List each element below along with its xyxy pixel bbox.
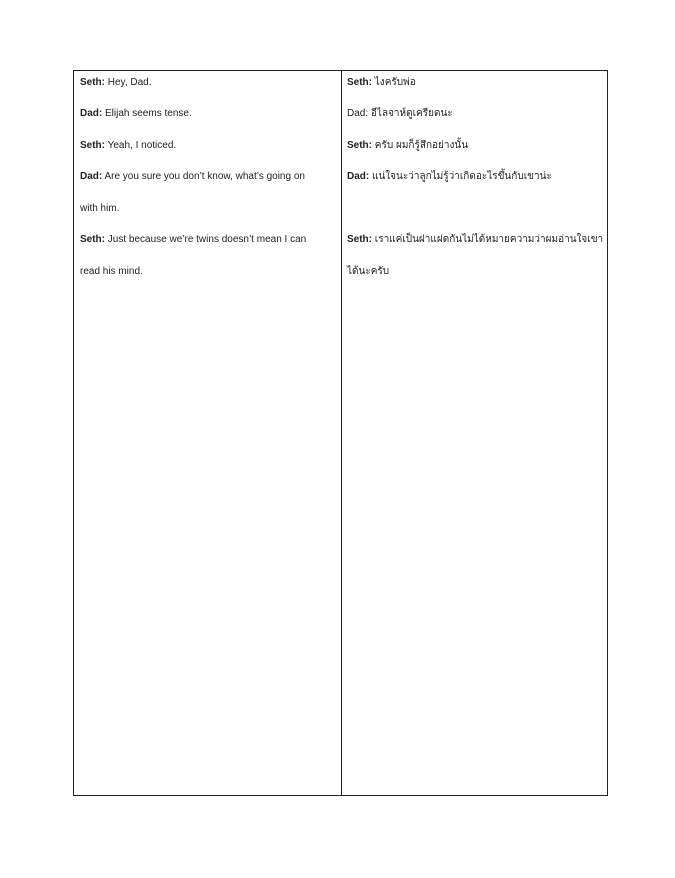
speaker-label: Dad: (80, 171, 103, 182)
english-line-seth-1 (80, 77, 152, 89)
dialogue-text: ไงครับพ่อ (372, 77, 416, 88)
dialogue-text: ได้นะครับ (347, 266, 390, 277)
dialogue-text: Just because we’re twins doesn’t mean I can (105, 234, 307, 245)
dialogue-text: Are you sure you don’t know, what’s going on (102, 171, 305, 182)
english-line-dad-2 (80, 171, 305, 183)
english-line-dad-1 (80, 108, 192, 120)
thai-line-seth-3-cont (347, 266, 389, 278)
dialogue-table (73, 70, 608, 796)
dialogue-text: Yeah, I noticed. (105, 140, 177, 151)
thai-line-dad-2 (347, 171, 552, 183)
dialogue-text: แน่ใจนะว่าลูกไม่รู้ว่าเกิดอะไรขึ้นกับเขาน่ะ (369, 171, 552, 182)
dialogue-text: with him. (80, 203, 120, 214)
dialogue-text: อีไลจาห์ดูเครียดนะ (368, 108, 453, 119)
dialogue-text: Hey, Dad. (105, 77, 152, 88)
speaker-label: Seth: (80, 140, 105, 151)
speaker-label: Seth: (347, 234, 372, 245)
speaker-label: Seth: (80, 77, 105, 88)
thai-line-seth-1 (347, 77, 416, 89)
speaker-label: Seth: (347, 77, 372, 88)
english-line-seth-3-cont (80, 266, 143, 278)
english-line-seth-3 (80, 234, 306, 246)
thai-line-dad-1 (347, 108, 453, 120)
dialogue-text: read his mind. (80, 266, 143, 277)
dialogue-text: Elijah seems tense. (102, 108, 192, 119)
speaker-label: Dad: (347, 171, 370, 182)
speaker-label: Dad: (80, 108, 103, 119)
speaker-label: Dad: (347, 108, 369, 119)
speaker-label: Seth: (80, 234, 105, 245)
english-line-dad-2-cont (80, 203, 119, 215)
english-column (74, 71, 342, 795)
dialogue-text: เราแค่เป็นฝาแฝดกันไม่ได้หมายความว่าผมอ่านใจเขา (372, 234, 604, 245)
speaker-label: Seth: (347, 140, 372, 151)
thai-line-seth-3 (347, 234, 603, 246)
thai-column (342, 71, 607, 795)
thai-line-seth-2 (347, 140, 468, 152)
english-line-seth-2 (80, 140, 176, 152)
dialogue-text: ครับ ผมก็รู้สึกอย่างนั้น (372, 140, 469, 151)
